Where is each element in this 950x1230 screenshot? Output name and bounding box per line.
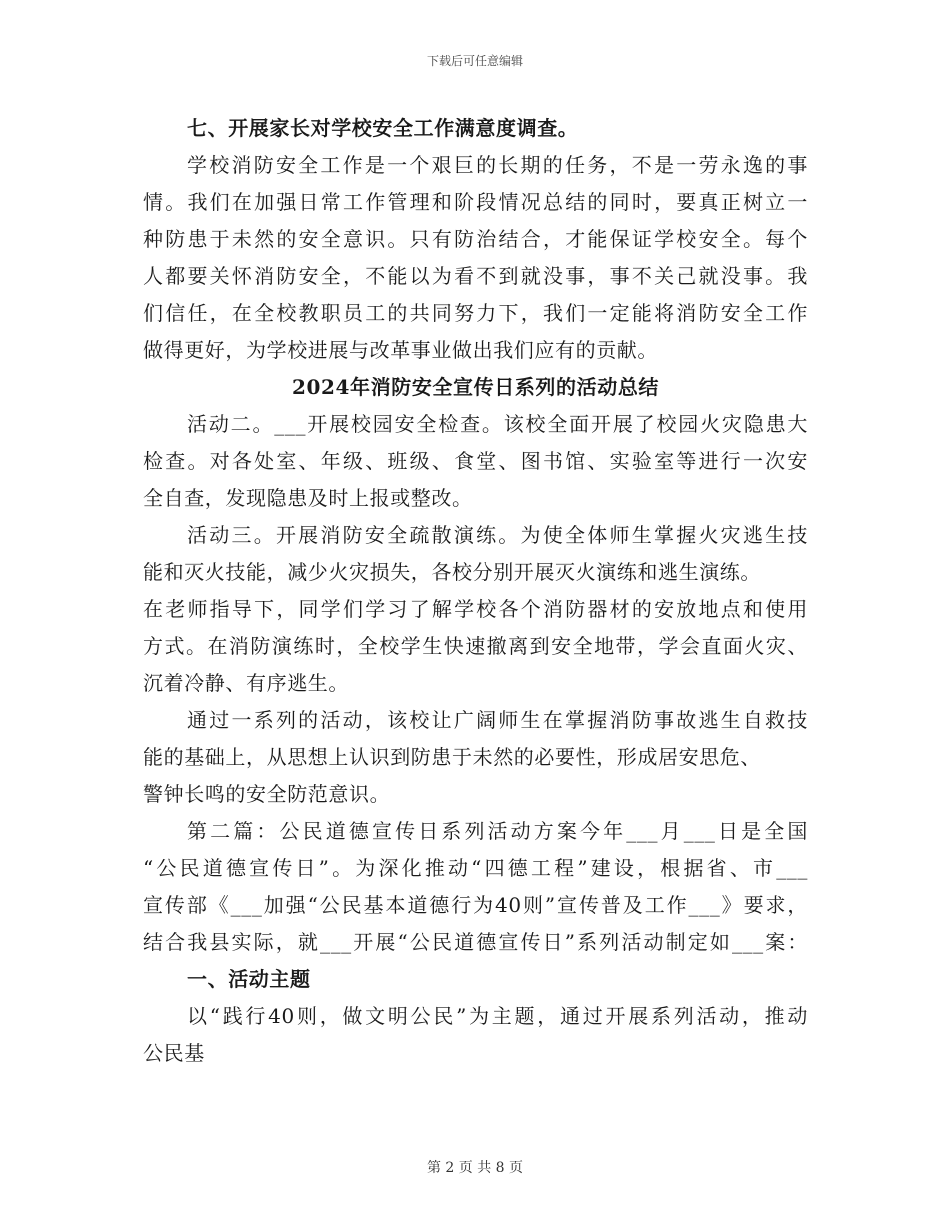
text-line: 公民基 <box>143 1041 205 1065</box>
text-line: 警钟长鸣的安全防范意识。 <box>143 782 391 806</box>
text-line: 七、开展家长对学校安全工作满意度调查。 <box>187 116 579 140</box>
text-line: 种防患于未然的安全意识。只有防治结合，才能保证学校安全。每个 <box>143 227 808 251</box>
text-line: 结合我县实际，就___开展“公民道德宣传日”系列活动制定如___案： <box>143 930 808 954</box>
text-line: 通过一系列的活动，该校让广阔师生在掌握消防事故逃生自救技 <box>187 708 808 732</box>
text-line: 检查。对各处室、年级、班级、食堂、图书馆、实验室等进行一次安 <box>143 449 808 473</box>
text-line: 一、活动主题 <box>187 967 311 991</box>
text-line: 宣传部《___加强“公民基本道德行为40则”宣传普及工作___》要求， <box>143 893 808 917</box>
text-line: 方式。在消防演练时，全校学生快速撤离到安全地带，学会直面火灾、 <box>143 634 808 658</box>
document-body <box>143 110 808 1072</box>
page-header: 下载后可任意编辑 <box>426 54 523 68</box>
text-line: 情。我们在加强日常工作管理和阶段情况总结的同时，要真正树立一 <box>143 190 808 214</box>
text-line: 全自查，发现隐患及时上报或整改。 <box>143 486 473 510</box>
text-line: 在老师指导下，同学们学习了解学校各个消防器材的安放地点和使用 <box>143 597 808 621</box>
text-line: 人都要关怀消防安全，不能以为看不到就没事，事不关己就没事。我 <box>143 264 808 288</box>
text-line: 活动二。___开展校园安全检查。该校全面开展了校园火灾隐患大 <box>187 412 808 436</box>
text-line: 活动三。开展消防安全疏散演练。为使全体师生掌握火灾逃生技 <box>187 523 808 547</box>
text-line: 以“践行40则，做文明公民”为主题，通过开展系列活动，推动 <box>187 1004 808 1028</box>
text-line: “公民道德宣传日”。为深化推动“四德工程”建设，根据省、市___ <box>143 856 808 880</box>
text-line: 学校消防安全工作是一个艰巨的长期的任务，不是一劳永逸的事 <box>187 153 808 177</box>
text-line: 做得更好，为学校进展与改革事业做出我们应有的贡献。 <box>143 338 658 362</box>
text-line: 们信任，在全校教职员工的共同努力下，我们一定能将消防安全工作 <box>143 301 808 325</box>
text-line: 第二篇：公民道德宣传日系列活动方案今年___月___日是全国 <box>187 819 808 843</box>
text-line: 能的基础上，从思想上认识到防患于未然的必要性，形成居安思危、 <box>143 745 761 769</box>
text-line: 能和灭火技能，减少火灾损失，各校分别开展灭火演练和逃生演练。 <box>143 560 761 584</box>
text-line: 2024年消防安全宣传日系列的活动总结 <box>291 375 660 399</box>
page-footer: 第 2 页 共 8 页 <box>426 1160 524 1176</box>
text-line: 沉着冷静、有序逃生。 <box>143 671 349 695</box>
